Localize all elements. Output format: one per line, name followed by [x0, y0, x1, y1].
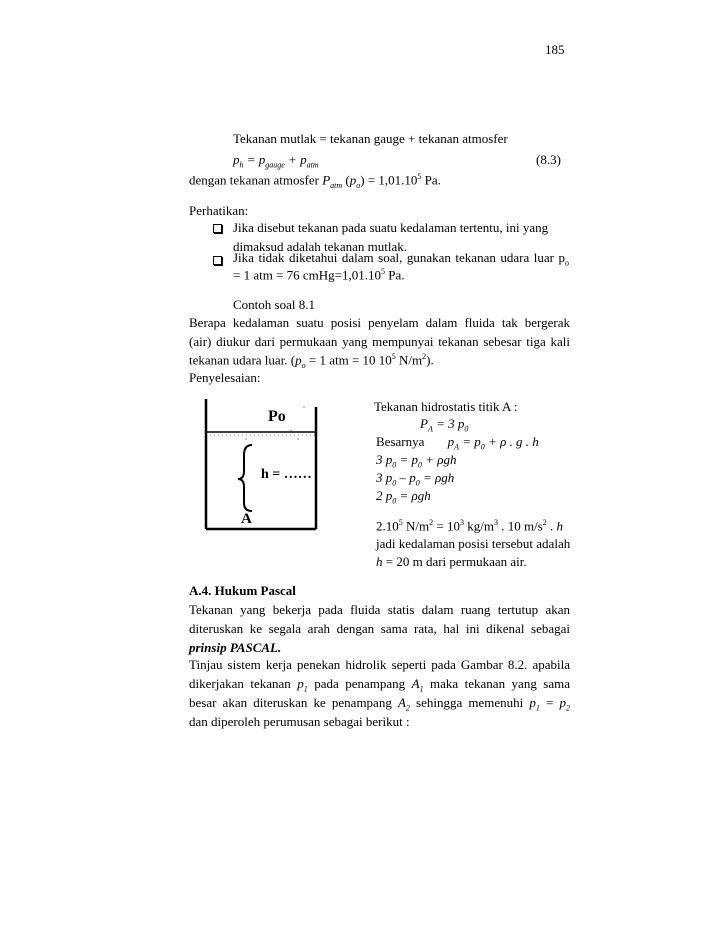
formula-equation: $p_h = p_{gauge} + p_{atm}$ [233, 152, 319, 170]
solution-label: Penyelesaian: [189, 370, 261, 385]
notice-item-2-line2: = 1 atm = 76 $cmHg=1,01.10^5$ Pa. [233, 267, 405, 283]
figure-label-po: Po [268, 408, 286, 425]
example-question-line2: (air) diukur dari permukaan yang mempunyai tekanan sebesar tiga kali [189, 334, 570, 349]
figure-label-depth: h = …… [261, 467, 312, 482]
figure-label-point-a: A [241, 511, 252, 527]
section-paragraph-1: Tekanan yang bekerja pada fluida statis dalam ruang tertutup akan diteruskan ke segala arah dengan sama rata, hal ini dikenal sebagai prinsip PASCAL. [189, 602, 570, 655]
example-title: Contoh soal 8.1 [233, 297, 315, 312]
checkbox-bullet-icon [213, 256, 222, 265]
solution-line-6: 2 $p_0 = \rho gh$ [376, 488, 431, 506]
page-number: 185 [545, 42, 565, 57]
example-question-line3: tekanan udara luar. ($p_o = 1$ atm = 10 $10^5$ $N/m^2$). [189, 352, 434, 370]
atmospheric-note: dengan tekanan atmosfer $P_{atm}$ $(p_o) = 1,01.10^5$ Pa. [189, 172, 441, 190]
solution-line-7: 2.10$^5$ $N/m^2 = 10^3$ $kg/m^3$ . 10 $m/s^2$ . h [376, 518, 563, 534]
example-question-line1: Berapa kedalaman suatu posisi penyelam dalam fluida tak bergerak [189, 315, 570, 330]
notice-item-2-line1: Jika tidak diketahui dalam soal, gunakan tekanan udara luar $p_o$ [233, 250, 569, 268]
solution-line-3: Besarnya $p_A = p_0 + \rho$ . g . h [376, 434, 539, 452]
fluid-container-figure [186, 387, 361, 532]
notice-title: Perhatikan: [189, 203, 249, 218]
solution-line-4: 3 $p_0 = p_0 + \rho gh$ [376, 452, 457, 470]
equation-number: (8.3) [536, 152, 561, 167]
solution-line-8: jadi kedalaman posisi tersebut adalah [376, 536, 571, 551]
section-paragraph-2-line3: besar akan diteruskan ke penampang $A_2$ sehingga memenuhi $p_1 = p_2$ [189, 695, 570, 713]
solution-line-2: $P_A = 3$ $p_0$ [420, 416, 469, 434]
section-paragraph-2-line4: dan diperoleh perumusan sebagai berikut : [189, 714, 410, 729]
formula-statement: Tekanan mutlak = tekanan gauge + tekanan atmosfer [233, 131, 508, 146]
solution-line-1: Tekanan hidrostatis titik A : [374, 399, 518, 414]
section-paragraph-2-line2: dikerjakan tekanan $p_1$ pada penampang $A_1$ maka tekanan yang sama [189, 676, 570, 694]
depth-brace-icon [238, 445, 252, 511]
notice-item-1: Jika disebut tekanan pada suatu kedalaman tertentu, ini yang dimaksud adalah tekanan mutlak. [233, 220, 549, 254]
section-paragraph-2-line1: Tinjau sistem kerja penekan hidrolik seperti pada Gambar 8.2. apabila [189, 657, 570, 672]
checkbox-bullet-icon [213, 224, 222, 233]
solution-line-9: h = 20 m dari permukaan air. [376, 554, 527, 569]
solution-line-5: 3 $p_0 - p_0 = \rho gh$ [376, 470, 455, 488]
section-heading: A.4. Hukum Pascal [189, 583, 296, 598]
